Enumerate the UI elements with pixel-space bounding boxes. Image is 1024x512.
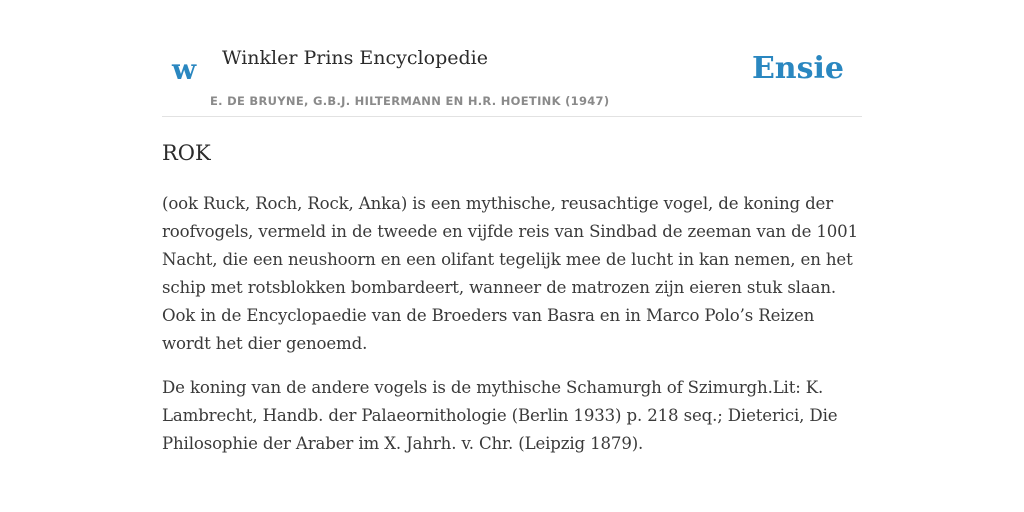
source-header: [162, 0, 862, 117]
article-paragraph: (ook Ruck, Roch, Rock, Anka) is een mythische, reusachtige vogel, de koning der roofvogels, vermeld in de tweede en vijfde reis van Sindbad de zeeman van de 1001 Nacht, die een neushoorn en een olifant tegelijk mee de lucht in kan nemen, en het schip met rotsblokken bombardeert, wanneer de matrozen zijn eieren stuk slaan. Ook in de Encyclopaedie van de Broeders van Basra en in Marco Polo’s Reizen wordt het dier genoemd.: [162, 194, 858, 353]
brand-logo[interactable]: Ensie: [751, 51, 844, 86]
source-authors: E. DE BRUYNE, G.B.J. HILTERMANN EN H.R. HOETINK (1947): [210, 94, 610, 108]
article-body: [162, 190, 862, 458]
article-title: ROK: [162, 141, 211, 165]
article-paragraph: De koning van de andere vogels is de mythische Schamurgh of Szimurgh.Lit: K. Lambrecht, Handb. der Palaeornithologie (Berlin 1933) p. 218 seq.; Dieterici, Die Philosophie der Araber im X. Jahrh. v. Chr. (Leipzig 1879).: [162, 378, 838, 453]
article: [162, 136, 862, 474]
source-title[interactable]: Winkler Prins Encyclopedie: [222, 47, 488, 69]
source-logo[interactable]: w: [172, 53, 197, 86]
